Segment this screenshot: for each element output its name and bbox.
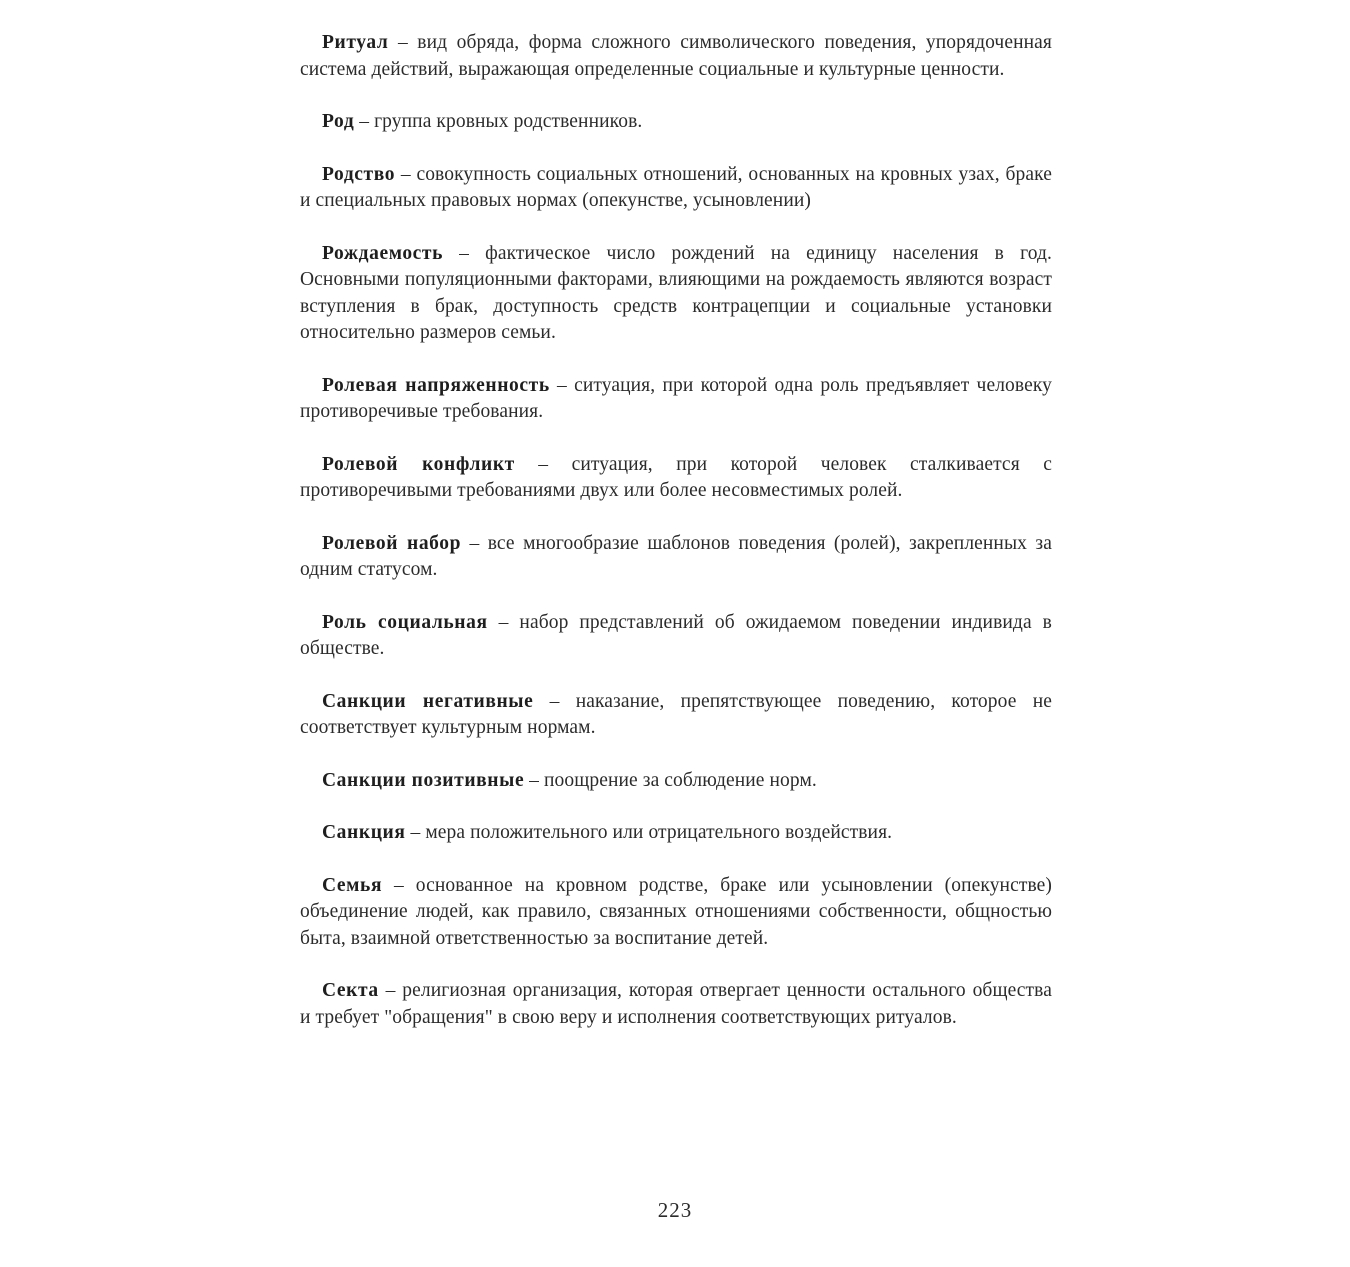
- glossary-entry: [300, 109, 1052, 136]
- entry-term: Ролевая напряженность: [322, 374, 550, 396]
- glossary-entry: [300, 452, 1052, 505]
- entry-term: Ролевой конфликт: [322, 453, 515, 475]
- glossary-entry: [300, 768, 1052, 795]
- glossary-entry: [300, 820, 1052, 847]
- entry-term: Роль социальная: [322, 611, 488, 633]
- entry-term: Секта: [322, 980, 379, 1001]
- entry-definition: – все многообразие шаблонов поведения (ролей), закрепленных за одним статусом.: [300, 532, 1052, 580]
- glossary-entry: [300, 689, 1052, 742]
- entry-definition: – поощрение за соблюдение норм.: [524, 769, 817, 791]
- entry-term: Родство: [322, 163, 396, 185]
- entry-definition: – основанное на кровном родстве, браке или усыновлении (опекунстве) объединение людей, как правило, связанных отношениями собственности, общностью быта, взаимной ответственностью за воспитание детей.: [300, 874, 1052, 949]
- page-number: 223: [657, 1198, 693, 1222]
- entry-definition: – фактическое число рождений на единицу населения в год. Основными популяционными факторами, влияющими на рождаемость являются возраст вступления в брак, доступность средств контрацепции и социальные установки относительно размеров семьи.: [300, 242, 1052, 343]
- glossary-entry: [300, 241, 1052, 347]
- glossary-entry: [300, 531, 1052, 584]
- glossary-entry: [300, 30, 1052, 83]
- glossary-entry: [300, 373, 1052, 426]
- entry-term: Санкция: [322, 822, 406, 843]
- entry-definition: – совокупность социальных отношений, основанных на кровных узах, браке и специальных правовых нормах (опекунстве, усыновлении): [300, 163, 1052, 211]
- entry-definition: – ситуация, при которой человек сталкивается с противоречивыми требованиями двух или более несовместимых ролей.: [300, 453, 1052, 501]
- entry-term: Санкции негативные: [322, 690, 534, 712]
- glossary-page: [300, 30, 1052, 1057]
- entry-definition: – ситуация, при которой одна роль предъявляет человеку противоречивые требования.: [300, 374, 1052, 422]
- glossary-entry: [300, 162, 1052, 215]
- entry-definition: – вид обряда, форма сложного символического поведения, упорядоченная система действий, выражающая определенные социальные и культурные ценности.: [300, 32, 1052, 80]
- entry-term: Ритуал: [322, 32, 389, 53]
- entry-definition: – набор представлений об ожидаемом поведении индивида в обществе.: [300, 611, 1052, 659]
- glossary-entry: [300, 978, 1052, 1031]
- glossary-entry: [300, 610, 1052, 663]
- entry-term: Санкции позитивные: [322, 769, 525, 791]
- glossary-entry: [300, 873, 1052, 953]
- entry-definition: – наказание, препятствующее поведению, которое не соответствует культурным нормам.: [300, 690, 1052, 738]
- entry-definition: – группа кровных родственников.: [354, 111, 643, 132]
- entry-definition: – мера положительного или отрицательного воздействия.: [405, 822, 893, 843]
- entry-term: Рождаемость: [322, 242, 444, 264]
- entry-definition: – религиозная организация, которая отвергает ценности остального общества и требует "обращения" в свою веру и исполнения соответствующих ритуалов.: [300, 980, 1052, 1028]
- entry-term: Ролевой набор: [322, 532, 462, 554]
- entry-term: Семья: [322, 874, 383, 896]
- entry-term: Род: [322, 111, 355, 132]
